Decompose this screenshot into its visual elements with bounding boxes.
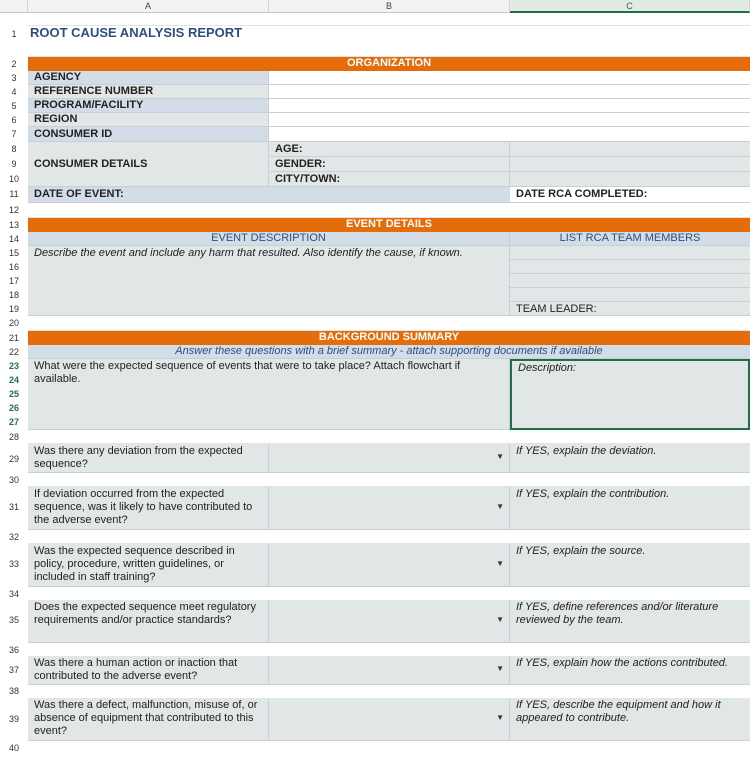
- grid-line: [28, 430, 750, 444]
- row-number[interactable]: 30: [0, 473, 28, 487]
- row-number[interactable]: 39: [0, 712, 28, 726]
- dropdown-arrow-icon[interactable]: ▼: [496, 713, 504, 722]
- team-member-field[interactable]: [510, 274, 750, 288]
- row-number[interactable]: 9: [0, 157, 28, 171]
- contribution-answer-dropdown[interactable]: [269, 487, 510, 530]
- row-number[interactable]: 10: [0, 172, 28, 186]
- team-member-field[interactable]: [510, 288, 750, 302]
- human-action-explanation[interactable]: If YES, explain how the actions contributed.: [510, 656, 750, 685]
- contribution-explanation[interactable]: If YES, explain the contribution.: [510, 487, 750, 530]
- regulatory-question[interactable]: Does the expected sequence meet regulatory requirements and/or practice standards?: [28, 600, 269, 643]
- consumer-id-input[interactable]: [269, 127, 750, 142]
- row-number[interactable]: 23: [0, 359, 28, 373]
- reference-number-input[interactable]: [269, 85, 750, 99]
- row-number[interactable]: 2: [0, 57, 28, 71]
- row-number[interactable]: 27: [0, 415, 28, 429]
- event-description-header[interactable]: EVENT DESCRIPTION: [28, 232, 510, 246]
- row-number[interactable]: 37: [0, 663, 28, 677]
- region-input[interactable]: [269, 113, 750, 127]
- equipment-explanation[interactable]: If YES, describe the equipment and how it appeared to contribute.: [510, 698, 750, 741]
- agency-input[interactable]: [269, 71, 750, 85]
- human-action-answer-dropdown[interactable]: [269, 656, 510, 685]
- policy-explanation[interactable]: If YES, explain the source.: [510, 544, 750, 587]
- row-number[interactable]: 16: [0, 260, 28, 274]
- row-number[interactable]: 34: [0, 587, 28, 601]
- policy-question[interactable]: Was the expected sequence described in policy, procedure, written guidelines, or included in staff training?: [28, 544, 269, 587]
- date-of-event-label[interactable]: DATE OF EVENT:: [28, 187, 510, 203]
- row-number[interactable]: 11: [0, 187, 28, 201]
- select-all-corner[interactable]: [0, 0, 28, 13]
- policy-answer-dropdown[interactable]: [269, 544, 510, 587]
- event-details-header[interactable]: EVENT DETAILS: [28, 218, 750, 232]
- expected-sequence-description[interactable]: Description:: [510, 359, 750, 430]
- row-number[interactable]: 26: [0, 401, 28, 415]
- grid-line: [28, 203, 750, 218]
- organization-header[interactable]: ORGANIZATION: [28, 57, 750, 71]
- agency-label[interactable]: AGENCY: [28, 71, 269, 85]
- row-number[interactable]: 3: [0, 71, 28, 85]
- row-number[interactable]: 32: [0, 530, 28, 544]
- grid-line: [28, 530, 750, 544]
- program-facility-input[interactable]: [269, 99, 750, 113]
- grid-line: [28, 685, 750, 699]
- row-number[interactable]: 24: [0, 373, 28, 387]
- row-number[interactable]: 19: [0, 302, 28, 316]
- team-member-field[interactable]: [510, 246, 750, 260]
- age-label[interactable]: AGE:: [269, 142, 510, 157]
- dropdown-arrow-icon[interactable]: ▼: [496, 452, 504, 461]
- row-number[interactable]: 40: [0, 741, 28, 755]
- row-number[interactable]: 20: [0, 316, 28, 330]
- row-number[interactable]: 28: [0, 430, 28, 444]
- dropdown-arrow-icon[interactable]: ▼: [496, 615, 504, 624]
- column-header-c[interactable]: C: [510, 0, 750, 13]
- deviation-question[interactable]: Was there any deviation from the expected sequence?: [28, 444, 269, 473]
- column-header-b[interactable]: B: [269, 0, 510, 13]
- grid-line: [28, 473, 750, 487]
- row-number[interactable]: 31: [0, 500, 28, 514]
- expected-sequence-question[interactable]: What were the expected sequence of events that were to take place? Attach flowchart if available.: [28, 359, 510, 430]
- row-number[interactable]: 17: [0, 274, 28, 288]
- team-member-field[interactable]: [510, 260, 750, 274]
- row-number[interactable]: 35: [0, 613, 28, 627]
- row-number[interactable]: 15: [0, 246, 28, 260]
- row-number[interactable]: 6: [0, 113, 28, 127]
- background-summary-header[interactable]: BACKGROUND SUMMARY: [28, 331, 750, 345]
- row-number[interactable]: 4: [0, 85, 28, 99]
- row-number[interactable]: 14: [0, 232, 28, 246]
- gender-input[interactable]: [510, 157, 750, 172]
- dropdown-arrow-icon[interactable]: ▼: [496, 559, 504, 568]
- region-label[interactable]: REGION: [28, 113, 269, 127]
- human-action-question[interactable]: Was there a human action or inaction that contributed to the adverse event?: [28, 656, 269, 685]
- dropdown-arrow-icon[interactable]: ▼: [496, 664, 504, 673]
- reference-number-label[interactable]: REFERENCE NUMBER: [28, 85, 269, 99]
- date-rca-completed-label[interactable]: DATE RCA COMPLETED:: [510, 187, 750, 203]
- equipment-question[interactable]: Was there a defect, malfunction, misuse of, or absence of equipment that contributed to this event?: [28, 698, 269, 741]
- row-number[interactable]: 7: [0, 127, 28, 141]
- row-number[interactable]: 5: [0, 99, 28, 113]
- page-title[interactable]: ROOT CAUSE ANALYSIS REPORT: [30, 25, 243, 40]
- grid-line: [28, 316, 750, 331]
- row-number[interactable]: 1: [0, 26, 28, 42]
- row-number[interactable]: 12: [0, 203, 28, 217]
- regulatory-explanation[interactable]: If YES, define references and/or literature reviewed by the team.: [510, 600, 750, 643]
- row-number[interactable]: 22: [0, 345, 28, 359]
- rca-team-members-header[interactable]: LIST RCA TEAM MEMBERS: [510, 232, 750, 246]
- city-town-input[interactable]: [510, 172, 750, 187]
- row-number[interactable]: 25: [0, 387, 28, 401]
- row-number[interactable]: 8: [0, 142, 28, 156]
- row-number[interactable]: 29: [0, 452, 28, 466]
- grid-line: [28, 13, 750, 26]
- city-town-label[interactable]: CITY/TOWN:: [269, 172, 510, 187]
- age-input[interactable]: [510, 142, 750, 157]
- row-number[interactable]: 33: [0, 557, 28, 571]
- event-description-field[interactable]: Describe the event and include any harm that resulted. Also identify the cause, if known.: [28, 246, 510, 316]
- background-summary-subtitle[interactable]: Answer these questions with a brief summary - attach supporting documents if available: [28, 345, 750, 359]
- deviation-answer-dropdown[interactable]: [269, 444, 510, 473]
- program-facility-label[interactable]: PROGRAM/FACILITY: [28, 99, 269, 113]
- row-number[interactable]: 21: [0, 331, 28, 345]
- regulatory-answer-dropdown[interactable]: [269, 600, 510, 643]
- grid-line: [28, 587, 750, 601]
- gender-label[interactable]: GENDER:: [269, 157, 510, 172]
- consumer-details-label[interactable]: CONSUMER DETAILS: [28, 142, 269, 187]
- contribution-question[interactable]: If deviation occurred from the expected sequence, was it likely to have contributed to the adverse event?: [28, 487, 269, 530]
- row-number[interactable]: 13: [0, 218, 28, 232]
- dropdown-arrow-icon[interactable]: ▼: [496, 502, 504, 511]
- deviation-explanation[interactable]: If YES, explain the deviation.: [510, 444, 750, 473]
- column-header-a[interactable]: A: [28, 0, 269, 13]
- row-number[interactable]: 36: [0, 643, 28, 657]
- equipment-answer-dropdown[interactable]: [269, 698, 510, 741]
- row-number[interactable]: 38: [0, 684, 28, 698]
- grid-line: [28, 643, 750, 657]
- grid-line: [28, 42, 750, 57]
- row-number[interactable]: 18: [0, 288, 28, 302]
- consumer-id-label[interactable]: CONSUMER ID: [28, 127, 269, 142]
- team-leader-label[interactable]: TEAM LEADER:: [510, 302, 750, 316]
